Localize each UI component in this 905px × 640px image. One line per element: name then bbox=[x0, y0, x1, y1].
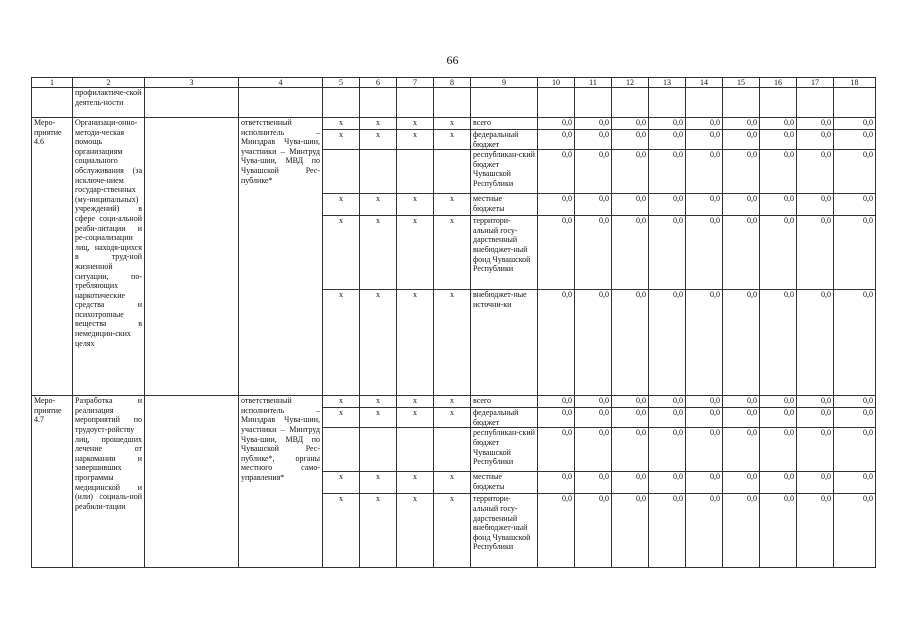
value-cell: 0,0 bbox=[575, 428, 612, 472]
budget-code-cell: х bbox=[323, 408, 360, 428]
empty-cell bbox=[538, 88, 575, 118]
budget-code-cell: х bbox=[434, 396, 471, 408]
value-cell: 0,0 bbox=[723, 130, 760, 150]
value-cell: 0,0 bbox=[612, 130, 649, 150]
budget-code-cell: х bbox=[323, 194, 360, 216]
value-cell: 0,0 bbox=[760, 428, 797, 472]
value-cell: 0,0 bbox=[575, 472, 612, 494]
value-cell: 0,0 bbox=[834, 290, 876, 396]
value-cell: 0,0 bbox=[760, 194, 797, 216]
budget-code-cell: х bbox=[323, 130, 360, 150]
budget-code-cell: х bbox=[360, 216, 397, 290]
budget-code-cell: х bbox=[434, 494, 471, 568]
budget-code-cell: х bbox=[434, 118, 471, 130]
value-cell: 0,0 bbox=[723, 118, 760, 130]
budget-code-cell: х bbox=[434, 472, 471, 494]
value-cell: 0,0 bbox=[797, 130, 834, 150]
budget-code-cell: х bbox=[397, 472, 434, 494]
value-cell: 0,0 bbox=[834, 118, 876, 130]
column-header: 18 bbox=[834, 78, 876, 88]
empty-cell bbox=[612, 88, 649, 118]
value-cell: 0,0 bbox=[686, 118, 723, 130]
value-cell: 0,0 bbox=[649, 428, 686, 472]
budget-code-cell: х bbox=[360, 118, 397, 130]
budget-code-cell bbox=[360, 428, 397, 472]
empty-cell bbox=[145, 88, 239, 118]
table-row bbox=[32, 396, 876, 408]
empty-cell bbox=[32, 88, 73, 118]
value-cell: 0,0 bbox=[834, 494, 876, 568]
value-cell: 0,0 bbox=[575, 494, 612, 568]
value-cell: 0,0 bbox=[723, 150, 760, 194]
column-header: 1 bbox=[32, 78, 73, 88]
budget-code-cell: х bbox=[397, 494, 434, 568]
value-cell: 0,0 bbox=[538, 150, 575, 194]
value-cell: 0,0 bbox=[686, 194, 723, 216]
value-cell: 0,0 bbox=[538, 194, 575, 216]
funding-source: республикан-ский бюджет Чувашской Республики bbox=[471, 428, 538, 472]
budget-code-cell bbox=[323, 428, 360, 472]
empty-cell bbox=[239, 88, 323, 118]
budget-code-cell: х bbox=[360, 408, 397, 428]
empty-cell bbox=[471, 88, 538, 118]
event-code: Меро-приятие 4.7 bbox=[32, 396, 73, 568]
value-cell: 0,0 bbox=[760, 130, 797, 150]
funding-source: территори-альный госу-дарственный внебюджет-ный фонд Чувашской Республики bbox=[471, 216, 538, 290]
value-cell: 0,0 bbox=[575, 130, 612, 150]
value-cell: 0,0 bbox=[612, 494, 649, 568]
value-cell: 0,0 bbox=[686, 494, 723, 568]
value-cell: 0,0 bbox=[649, 150, 686, 194]
value-cell: 0,0 bbox=[575, 150, 612, 194]
value-cell: 0,0 bbox=[649, 118, 686, 130]
value-cell: 0,0 bbox=[760, 150, 797, 194]
continuation-text: профилактиче-ской деятель-ности bbox=[73, 88, 145, 118]
budget-code-cell: х bbox=[360, 130, 397, 150]
value-cell: 0,0 bbox=[797, 216, 834, 290]
funding-source: федеральный бюджет bbox=[471, 130, 538, 150]
budget-code-cell: х bbox=[323, 472, 360, 494]
value-cell: 0,0 bbox=[723, 428, 760, 472]
value-cell: 0,0 bbox=[797, 150, 834, 194]
column-header: 6 bbox=[360, 78, 397, 88]
budget-code-cell: х bbox=[397, 408, 434, 428]
value-cell: 0,0 bbox=[538, 494, 575, 568]
value-cell: 0,0 bbox=[575, 118, 612, 130]
value-cell: 0,0 bbox=[834, 396, 876, 408]
value-cell: 0,0 bbox=[723, 216, 760, 290]
value-cell: 0,0 bbox=[760, 408, 797, 428]
value-cell: 0,0 bbox=[612, 194, 649, 216]
value-cell: 0,0 bbox=[575, 408, 612, 428]
value-cell: 0,0 bbox=[834, 194, 876, 216]
empty-cell bbox=[575, 88, 612, 118]
value-cell: 0,0 bbox=[723, 494, 760, 568]
value-cell: 0,0 bbox=[686, 290, 723, 396]
value-cell: 0,0 bbox=[723, 472, 760, 494]
event-name: Разработка и реализация мероприятий по трудоуст-ройству лиц, прошедших лечение от наркомании и завершивших программы медицинской и (или) социаль-ной реабили-тации bbox=[73, 396, 145, 568]
column-header: 4 bbox=[239, 78, 323, 88]
funding-source: местные бюджеты bbox=[471, 194, 538, 216]
value-cell: 0,0 bbox=[612, 408, 649, 428]
value-cell: 0,0 bbox=[575, 194, 612, 216]
event-code: Меро-приятие 4.6 bbox=[32, 118, 73, 396]
value-cell: 0,0 bbox=[649, 194, 686, 216]
page-number: 66 bbox=[446, 53, 459, 67]
budget-code-cell: х bbox=[397, 216, 434, 290]
budget-code-cell: х bbox=[360, 494, 397, 568]
column-header: 5 bbox=[323, 78, 360, 88]
budget-code-cell: х bbox=[323, 216, 360, 290]
value-cell: 0,0 bbox=[760, 118, 797, 130]
value-cell: 0,0 bbox=[834, 216, 876, 290]
empty-cell bbox=[323, 88, 360, 118]
value-cell: 0,0 bbox=[538, 428, 575, 472]
column-header: 9 bbox=[471, 78, 538, 88]
value-cell: 0,0 bbox=[612, 428, 649, 472]
column-header: 12 bbox=[612, 78, 649, 88]
column-header: 13 bbox=[649, 78, 686, 88]
budget-code-cell: х bbox=[434, 216, 471, 290]
table-row bbox=[32, 118, 876, 130]
value-cell: 0,0 bbox=[834, 150, 876, 194]
funding-source: всего bbox=[471, 396, 538, 408]
value-cell: 0,0 bbox=[649, 408, 686, 428]
value-cell: 0,0 bbox=[723, 194, 760, 216]
event-executor: ответственный исполнитель – Минздрав Чува-шии, участники – Минтруд Чува-шии, МВД по Чувашской Рес-публике*, органы местного само-управления* bbox=[239, 396, 323, 568]
value-cell: 0,0 bbox=[538, 290, 575, 396]
empty-cell bbox=[360, 88, 397, 118]
budget-code-cell: х bbox=[434, 408, 471, 428]
budget-code-cell: х bbox=[360, 396, 397, 408]
budget-code-cell: х bbox=[434, 194, 471, 216]
budget-code-cell: х bbox=[360, 290, 397, 396]
value-cell: 0,0 bbox=[834, 472, 876, 494]
budget-code-cell: х bbox=[323, 118, 360, 130]
value-cell: 0,0 bbox=[760, 396, 797, 408]
value-cell: 0,0 bbox=[834, 130, 876, 150]
empty-cell bbox=[686, 88, 723, 118]
budget-code-cell: х bbox=[323, 290, 360, 396]
value-cell: 0,0 bbox=[760, 494, 797, 568]
funding-source: внебюджет-ные источни-ки bbox=[471, 290, 538, 396]
budget-code-cell: х bbox=[397, 118, 434, 130]
value-cell: 0,0 bbox=[723, 396, 760, 408]
value-cell: 0,0 bbox=[797, 472, 834, 494]
empty-cell bbox=[145, 118, 239, 396]
budget-code-cell bbox=[434, 428, 471, 472]
funding-source: местные бюджеты bbox=[471, 472, 538, 494]
value-cell: 0,0 bbox=[649, 216, 686, 290]
value-cell: 0,0 bbox=[538, 216, 575, 290]
event-executor: ответственный исполнитель – Минздрав Чува-шии, участники – Минтруд Чува-шии, МВД по Чувашской Рес-публике* bbox=[239, 118, 323, 396]
budget-code-cell: х bbox=[397, 396, 434, 408]
budget-code-cell: х bbox=[397, 194, 434, 216]
value-cell: 0,0 bbox=[612, 290, 649, 396]
value-cell: 0,0 bbox=[723, 408, 760, 428]
empty-cell bbox=[760, 88, 797, 118]
budget-code-cell: х bbox=[360, 472, 397, 494]
value-cell: 0,0 bbox=[612, 216, 649, 290]
column-header: 7 bbox=[397, 78, 434, 88]
value-cell: 0,0 bbox=[575, 216, 612, 290]
budget-code-cell: х bbox=[397, 290, 434, 396]
value-cell: 0,0 bbox=[538, 130, 575, 150]
empty-cell bbox=[434, 88, 471, 118]
value-cell: 0,0 bbox=[575, 290, 612, 396]
column-header: 11 bbox=[575, 78, 612, 88]
budget-code-cell bbox=[434, 150, 471, 194]
column-header: 15 bbox=[723, 78, 760, 88]
funding-source: федеральный бюджет bbox=[471, 408, 538, 428]
budget-code-cell: х bbox=[434, 290, 471, 396]
value-cell: 0,0 bbox=[797, 396, 834, 408]
budget-code-cell: х bbox=[360, 194, 397, 216]
budget-code-cell: х bbox=[323, 494, 360, 568]
column-header: 8 bbox=[434, 78, 471, 88]
value-cell: 0,0 bbox=[686, 216, 723, 290]
value-cell: 0,0 bbox=[612, 118, 649, 130]
empty-cell bbox=[834, 88, 876, 118]
column-header: 3 bbox=[145, 78, 239, 88]
funding-source: республикан-ский бюджет Чувашской Республики bbox=[471, 150, 538, 194]
value-cell: 0,0 bbox=[575, 396, 612, 408]
value-cell: 0,0 bbox=[797, 428, 834, 472]
empty-cell bbox=[397, 88, 434, 118]
column-header: 10 bbox=[538, 78, 575, 88]
value-cell: 0,0 bbox=[760, 290, 797, 396]
value-cell: 0,0 bbox=[612, 150, 649, 194]
budget-code-cell bbox=[360, 150, 397, 194]
value-cell: 0,0 bbox=[834, 408, 876, 428]
budget-code-cell bbox=[397, 428, 434, 472]
value-cell: 0,0 bbox=[797, 408, 834, 428]
event-name: Организаци-онно-методи-ческая помощь организациям социального обслуживания (за исключе-нием государ-ственных (му-ниципальных) учреждений) в сфере соци-альной реаби-литации и ре-социализации лиц, находя-щихся в труд-ной жизненной ситуации, по-требляющих наркотические средства и психотропные вещества в немедицин-ских целях bbox=[73, 118, 145, 396]
value-cell: 0,0 bbox=[686, 130, 723, 150]
value-cell: 0,0 bbox=[686, 472, 723, 494]
value-cell: 0,0 bbox=[649, 290, 686, 396]
table-row bbox=[32, 88, 876, 118]
budget-code-cell bbox=[397, 150, 434, 194]
value-cell: 0,0 bbox=[686, 428, 723, 472]
value-cell: 0,0 bbox=[612, 396, 649, 408]
value-cell: 0,0 bbox=[797, 118, 834, 130]
budget-code-cell: х bbox=[397, 130, 434, 150]
value-cell: 0,0 bbox=[538, 118, 575, 130]
empty-cell bbox=[145, 396, 239, 568]
budget-code-cell bbox=[323, 150, 360, 194]
value-cell: 0,0 bbox=[538, 396, 575, 408]
value-cell: 0,0 bbox=[797, 494, 834, 568]
value-cell: 0,0 bbox=[723, 290, 760, 396]
value-cell: 0,0 bbox=[686, 408, 723, 428]
value-cell: 0,0 bbox=[538, 472, 575, 494]
column-header: 14 bbox=[686, 78, 723, 88]
column-header: 2 bbox=[73, 78, 145, 88]
budget-code-cell: х bbox=[434, 130, 471, 150]
empty-cell bbox=[797, 88, 834, 118]
value-cell: 0,0 bbox=[797, 194, 834, 216]
value-cell: 0,0 bbox=[834, 428, 876, 472]
value-cell: 0,0 bbox=[760, 472, 797, 494]
value-cell: 0,0 bbox=[649, 494, 686, 568]
empty-cell bbox=[723, 88, 760, 118]
value-cell: 0,0 bbox=[686, 396, 723, 408]
value-cell: 0,0 bbox=[649, 130, 686, 150]
value-cell: 0,0 bbox=[538, 408, 575, 428]
empty-cell bbox=[649, 88, 686, 118]
value-cell: 0,0 bbox=[649, 472, 686, 494]
value-cell: 0,0 bbox=[760, 216, 797, 290]
value-cell: 0,0 bbox=[612, 472, 649, 494]
value-cell: 0,0 bbox=[686, 150, 723, 194]
program-table bbox=[31, 77, 876, 568]
budget-code-cell: х bbox=[323, 396, 360, 408]
funding-source: всего bbox=[471, 118, 538, 130]
column-header: 16 bbox=[760, 78, 797, 88]
column-header: 17 bbox=[797, 78, 834, 88]
funding-source: территори-альный госу-дарственный внебюджет-ный фонд Чувашской Республики bbox=[471, 494, 538, 568]
header-row bbox=[32, 78, 876, 88]
value-cell: 0,0 bbox=[797, 290, 834, 396]
value-cell: 0,0 bbox=[649, 396, 686, 408]
